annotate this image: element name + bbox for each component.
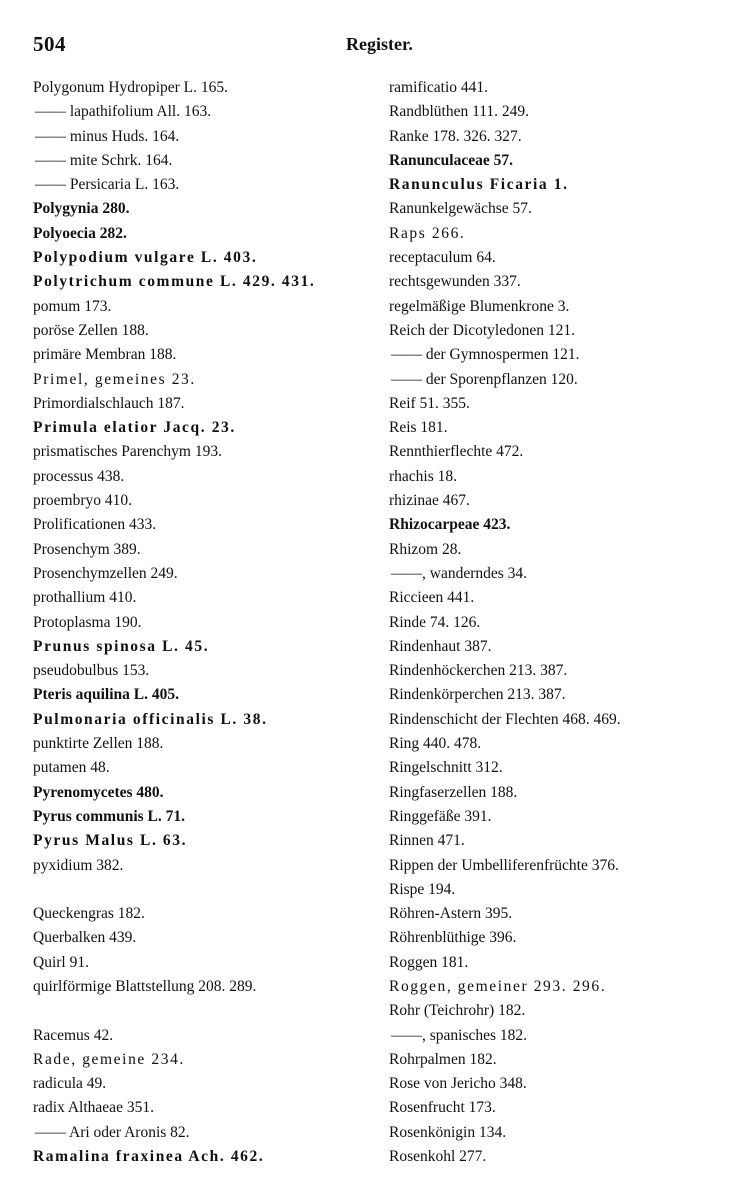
index-entry: Ramalina fraxinea Ach. 462. bbox=[33, 1148, 265, 1166]
index-entry: Rinde 74. 126. bbox=[389, 613, 481, 631]
index-entry: —— Persicaria L. 163. bbox=[35, 176, 180, 194]
index-entry: Rinnen 471. bbox=[389, 832, 465, 850]
index-entry: Primula elatior Jacq. 23. bbox=[33, 419, 236, 437]
index-entry: Polyoecia 282. bbox=[33, 224, 127, 242]
index-entry: Ringgefäße 391. bbox=[389, 807, 492, 825]
index-entry: Pyrus Malus L. 63. bbox=[33, 832, 188, 850]
index-entry: —— minus Huds. 164. bbox=[35, 127, 180, 145]
index-entry: Protoplasma 190. bbox=[33, 613, 142, 631]
index-entry: Roggen 181. bbox=[389, 953, 469, 971]
index-entry: Randblüthen 111. 249. bbox=[389, 103, 530, 121]
index-entry: Rindenschicht der Flechten 468. 469. bbox=[389, 710, 621, 728]
index-entry: prismatisches Parenchym 193. bbox=[33, 443, 222, 461]
index-entry: Polygonum Hydropiper L. 165. bbox=[33, 79, 229, 96]
index-entry: Reich der Dicotyledonen 121. bbox=[389, 321, 575, 339]
index-entry: rhachis 18. bbox=[389, 467, 458, 485]
index-column-left bbox=[33, 76, 378, 1169]
index-entry: Prunus spinosa L. 45. bbox=[33, 637, 210, 655]
index-entry: —— der Sporenpflanzen 120. bbox=[391, 370, 578, 388]
index-entry: Ringelschnitt 312. bbox=[389, 759, 503, 777]
index-entry: primäre Membran 188. bbox=[33, 346, 177, 364]
index-column-right bbox=[389, 76, 719, 1169]
index-entry: Rindenhaut 387. bbox=[389, 637, 492, 655]
running-head: Register. bbox=[346, 34, 413, 54]
index-entry: Prolificationen 433. bbox=[33, 516, 157, 534]
index-entry: Ranke 178. 326. 327. bbox=[389, 127, 522, 145]
index-entry: Ranunculaceae 57. bbox=[389, 151, 513, 169]
index-entry: regelmäßige Blumenkrone 3. bbox=[389, 297, 570, 315]
index-entry: Polygynia 280. bbox=[33, 200, 130, 218]
index-entry: Pteris aquilina L. 405. bbox=[33, 686, 179, 704]
index-entry: Rohr (Teichrohr) 182. bbox=[389, 1002, 526, 1020]
index-entry: Quirl 91. bbox=[33, 953, 89, 971]
index-entry: Rennthierflechte 472. bbox=[389, 443, 524, 461]
index-entry: Raps 266. bbox=[389, 224, 466, 242]
index-entry: Roggen, gemeiner 293. 296. bbox=[389, 977, 607, 995]
index-entry: Rosenkönigin 134. bbox=[389, 1123, 507, 1141]
index-entry: Rhizom 28. bbox=[389, 540, 462, 558]
index-entry: —— Ari oder Aronis 82. bbox=[35, 1123, 190, 1141]
index-entry: ——, spanisches 182. bbox=[391, 1026, 528, 1044]
index-entry: Prosenchym 389. bbox=[33, 540, 141, 558]
index-entry: Rindenhöckerchen 213. 387. bbox=[389, 662, 568, 680]
index-entry: Rosenkohl 277. bbox=[389, 1148, 487, 1166]
index-entry: Racemus 42. bbox=[33, 1026, 114, 1044]
index-entry: Rohrpalmen 182. bbox=[389, 1050, 497, 1068]
index-entry: Rispe 194. bbox=[389, 880, 456, 898]
index-entry: Pulmonaria officinalis L. 38. bbox=[33, 710, 268, 728]
index-entry: Polypodium vulgare L. 403. bbox=[33, 249, 258, 267]
index-entry: radix Althaeae 351. bbox=[33, 1099, 154, 1117]
index-entry: Prosenchymzellen 249. bbox=[33, 564, 178, 582]
index-entry: Reis 181. bbox=[389, 419, 448, 437]
index-entry: Ring 440. 478. bbox=[389, 735, 482, 753]
index-entry: punktirte Zellen 188. bbox=[33, 735, 164, 753]
index-entry: radicula 49. bbox=[33, 1075, 107, 1093]
index-entry: —— mite Schrk. 164. bbox=[35, 151, 173, 169]
index-entry: Rose von Jericho 348. bbox=[389, 1075, 527, 1093]
index-entry: Ringfaserzellen 188. bbox=[389, 783, 518, 801]
index-entry: Pyrus communis L. 71. bbox=[33, 807, 185, 825]
index-entry: Polytrichum commune L. 429. 431. bbox=[33, 273, 316, 291]
index-entry: Rade, gemeine 234. bbox=[33, 1050, 185, 1068]
index-entry: processus 438. bbox=[33, 467, 125, 485]
index-entry: Pyrenomycetes 480. bbox=[33, 783, 164, 801]
page-number: 504 bbox=[33, 32, 66, 56]
index-entry: pseudobulbus 153. bbox=[33, 662, 150, 680]
index-entry: —— lapathifolium All. 163. bbox=[35, 103, 212, 121]
index-entry: Queckengras 182. bbox=[33, 905, 145, 923]
index-entry: —— der Gymnospermen 121. bbox=[391, 346, 580, 364]
page-header bbox=[0, 32, 732, 62]
index-entry: Röhren-Astern 395. bbox=[389, 905, 513, 923]
index-entry: pomum 173. bbox=[33, 297, 112, 315]
index-entry: proembryo 410. bbox=[33, 492, 133, 510]
index-entry: rhizinae 467. bbox=[389, 492, 470, 510]
index-entry: Rindenkörperchen 213. 387. bbox=[389, 686, 566, 704]
index-entry: ramificatio 441. bbox=[389, 79, 488, 96]
index-entry: Primordialschlauch 187. bbox=[33, 394, 185, 412]
index-entry: poröse Zellen 188. bbox=[33, 321, 149, 339]
index-entry: Querbalken 439. bbox=[33, 929, 137, 947]
index-entry: putamen 48. bbox=[33, 759, 110, 777]
index-entry: Ranunculus Ficaria 1. bbox=[389, 176, 569, 194]
index-entry: receptaculum 64. bbox=[389, 249, 496, 267]
index-entry: rechtsgewunden 337. bbox=[389, 273, 521, 291]
index-entry: Rosenfrucht 173. bbox=[389, 1099, 496, 1117]
index-entry: Rippen der Umbelliferenfrüchte 376. bbox=[389, 856, 619, 874]
index-entry: Röhrenblüthige 396. bbox=[389, 929, 517, 947]
index-entry: Ranunkelgewächse 57. bbox=[389, 200, 532, 218]
index-entry: Reif 51. 355. bbox=[389, 394, 470, 412]
index-entry: Rhizocarpeae 423. bbox=[389, 516, 511, 534]
index-entry: quirlförmige Blattstellung 208. 289. bbox=[33, 977, 257, 995]
index-entry: Primel, gemeines 23. bbox=[33, 370, 196, 388]
index-entry: ——, wanderndes 34. bbox=[391, 564, 528, 582]
index-entry: Riccieen 441. bbox=[389, 589, 475, 607]
index-entry: prothallium 410. bbox=[33, 589, 137, 607]
index-entry: pyxidium 382. bbox=[33, 856, 124, 874]
